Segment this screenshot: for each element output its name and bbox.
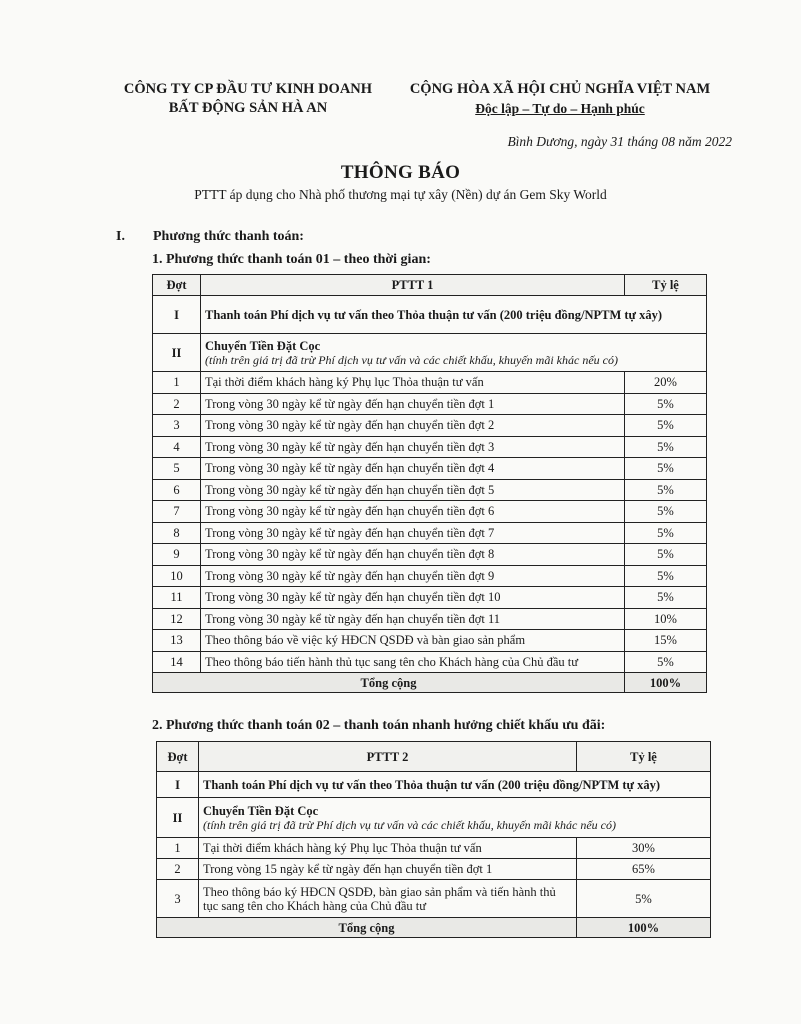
motto: Độc lập – Tự do – Hạnh phúc bbox=[475, 101, 645, 116]
row-rate: 65% bbox=[577, 859, 711, 880]
table-row bbox=[153, 565, 707, 587]
row-number: 6 bbox=[153, 479, 201, 501]
total-label: Tổng cộng bbox=[153, 673, 625, 693]
row-rate: 5% bbox=[625, 501, 707, 523]
table-row bbox=[153, 522, 707, 544]
deposit-title: Chuyển Tiền Đặt Cọc bbox=[203, 803, 319, 818]
row-text: Trong vòng 30 ngày kể từ ngày đến hạn chuyển tiền đợt 9 bbox=[201, 565, 625, 587]
table-row bbox=[157, 880, 711, 918]
company-line-1: CÔNG TY CP ĐẦU TƯ KINH DOANH bbox=[123, 81, 373, 97]
table-row bbox=[153, 608, 707, 630]
plan1-rows bbox=[153, 372, 707, 673]
row-number: II bbox=[153, 334, 201, 372]
nation-line: CỘNG HÒA XÃ HỘI CHỦ NGHĨA VIỆT NAM bbox=[409, 81, 711, 97]
row-number: II bbox=[157, 798, 199, 838]
table-row bbox=[153, 501, 707, 523]
row-rate: 15% bbox=[625, 630, 707, 652]
table-row bbox=[153, 458, 707, 480]
plan1-heading: 1. Phương thức thanh toán 01 – theo thời gian: bbox=[152, 252, 431, 267]
row-rate: 5% bbox=[625, 436, 707, 458]
row-number: 5 bbox=[153, 458, 201, 480]
table-total-row bbox=[157, 918, 711, 938]
page-title: THÔNG BÁO bbox=[340, 162, 461, 183]
row-rate: 10% bbox=[625, 608, 707, 630]
table-row-service-fee bbox=[157, 772, 711, 798]
table-row-service-fee bbox=[153, 296, 707, 334]
total-rate: 100% bbox=[577, 918, 711, 938]
row-text: Trong vòng 30 ngày kể từ ngày đến hạn chuyển tiền đợt 5 bbox=[201, 479, 625, 501]
col-rate-header: Tỷ lệ bbox=[625, 275, 707, 296]
row-text: Trong vòng 30 ngày kể từ ngày đến hạn chuyển tiền đợt 11 bbox=[201, 608, 625, 630]
plan2-rows bbox=[157, 838, 711, 918]
table-row bbox=[153, 587, 707, 609]
row-number: 1 bbox=[157, 838, 199, 859]
col-rate-header: Tỷ lệ bbox=[577, 742, 711, 772]
table-total-row bbox=[153, 673, 707, 693]
row-number: I bbox=[153, 296, 201, 334]
row-number: 13 bbox=[153, 630, 201, 652]
row-text: Trong vòng 30 ngày kể từ ngày đến hạn chuyển tiền đợt 2 bbox=[201, 415, 625, 437]
row-number: 14 bbox=[153, 651, 201, 673]
page-subtitle: PTTT áp dụng cho Nhà phố thương mại tự xây (Nền) dự án Gem Sky World bbox=[194, 187, 607, 202]
row-rate: 5% bbox=[625, 415, 707, 437]
company-line-2: BẤT ĐỘNG SẢN HÀ AN bbox=[168, 100, 328, 116]
table-row bbox=[153, 630, 707, 652]
row-number: 7 bbox=[153, 501, 201, 523]
row-rate: 5% bbox=[625, 458, 707, 480]
row-number: 1 bbox=[153, 372, 201, 394]
deposit-note: (tính trên giá trị đã trừ Phí dịch vụ tư vấn và các chiết khấu, khuyến mãi khác nếu có) bbox=[203, 817, 616, 832]
table-header-row bbox=[153, 275, 707, 296]
row-text: Trong vòng 30 ngày kể từ ngày đến hạn chuyển tiền đợt 10 bbox=[201, 587, 625, 609]
row-number: 3 bbox=[153, 415, 201, 437]
table-row bbox=[157, 859, 711, 880]
total-rate: 100% bbox=[625, 673, 707, 693]
row-number: 10 bbox=[153, 565, 201, 587]
col-pttt-header: PTTT 2 bbox=[199, 742, 577, 772]
row-text: Theo thông báo tiến hành thủ tục sang tên cho Khách hàng của Chủ đầu tư bbox=[201, 651, 625, 673]
row-number: 11 bbox=[153, 587, 201, 609]
row-text: Trong vòng 30 ngày kể từ ngày đến hạn chuyển tiền đợt 6 bbox=[201, 501, 625, 523]
row-rate: 5% bbox=[625, 393, 707, 415]
row-text: Trong vòng 30 ngày kể từ ngày đến hạn chuyển tiền đợt 1 bbox=[201, 393, 625, 415]
row-number: I bbox=[157, 772, 199, 798]
table-row bbox=[153, 372, 707, 394]
row-rate: 5% bbox=[625, 587, 707, 609]
row-rate: 5% bbox=[625, 544, 707, 566]
row-number: 8 bbox=[153, 522, 201, 544]
row-rate: 5% bbox=[625, 565, 707, 587]
table-row bbox=[153, 436, 707, 458]
deposit-title: Chuyển Tiền Đặt Cọc bbox=[205, 338, 321, 353]
row-number: 9 bbox=[153, 544, 201, 566]
document-date: Bình Dương, ngày 31 tháng 08 năm 2022 bbox=[507, 134, 732, 149]
row-text: Trong vòng 30 ngày kể từ ngày đến hạn chuyển tiền đợt 4 bbox=[201, 458, 625, 480]
row-number: 3 bbox=[157, 880, 199, 918]
table-row bbox=[153, 415, 707, 437]
company-name bbox=[108, 80, 388, 118]
table-row-deposit bbox=[157, 798, 711, 838]
row-text: Trong vòng 30 ngày kể từ ngày đến hạn chuyển tiền đợt 7 bbox=[201, 522, 625, 544]
row-text: Thanh toán Phí dịch vụ tư vấn theo Thỏa thuận tư vấn (200 triệu đồng/NPTM tự xây) bbox=[199, 772, 711, 798]
plan1-table bbox=[152, 274, 707, 693]
row-text: Thanh toán Phí dịch vụ tư vấn theo Thỏa thuận tư vấn (200 triệu đồng/NPTM tự xây) bbox=[201, 296, 707, 334]
plan2-heading: 2. Phương thức thanh toán 02 – thanh toán nhanh hưởng chiết khấu ưu đãi: bbox=[152, 718, 606, 733]
col-pttt-header: PTTT 1 bbox=[201, 275, 625, 296]
section-number: I. bbox=[116, 229, 125, 244]
row-rate: 20% bbox=[625, 372, 707, 394]
section-label: Phương thức thanh toán: bbox=[153, 229, 304, 244]
col-dot-header: Đợt bbox=[153, 275, 201, 296]
row-text: Trong vòng 15 ngày kể từ ngày đến hạn chuyển tiền đợt 1 bbox=[199, 859, 577, 880]
table-header-row bbox=[157, 742, 711, 772]
row-text: Tại thời điểm khách hàng ký Phụ lục Thỏa thuận tư vấn bbox=[201, 372, 625, 394]
row-text: Trong vòng 30 ngày kể từ ngày đến hạn chuyển tiền đợt 8 bbox=[201, 544, 625, 566]
row-deposit-cell bbox=[199, 798, 711, 838]
table-row bbox=[157, 838, 711, 859]
plan2-table bbox=[156, 741, 711, 938]
row-number: 4 bbox=[153, 436, 201, 458]
row-number: 12 bbox=[153, 608, 201, 630]
table-row bbox=[153, 479, 707, 501]
table-row bbox=[153, 544, 707, 566]
row-rate: 5% bbox=[625, 522, 707, 544]
row-rate: 5% bbox=[625, 479, 707, 501]
col-dot-header: Đợt bbox=[157, 742, 199, 772]
table-row bbox=[153, 393, 707, 415]
row-rate: 5% bbox=[577, 880, 711, 918]
row-rate: 5% bbox=[625, 651, 707, 673]
deposit-note: (tính trên giá trị đã trừ Phí dịch vụ tư vấn và các chiết khấu, khuyến mãi khác nếu có) bbox=[205, 352, 618, 367]
row-text: Theo thông báo về việc ký HĐCN QSDĐ và bàn giao sản phẩm bbox=[201, 630, 625, 652]
nation-name bbox=[395, 80, 725, 99]
row-text: Trong vòng 30 ngày kể từ ngày đến hạn chuyển tiền đợt 3 bbox=[201, 436, 625, 458]
row-text: Theo thông báo ký HĐCN QSDĐ, bàn giao sản phẩm và tiến hành thủ tục sang tên cho Khách hàng của Chủ đầu tư bbox=[199, 880, 577, 918]
row-deposit-cell bbox=[201, 334, 707, 372]
row-text: Tại thời điểm khách hàng ký Phụ lục Thỏa thuận tư vấn bbox=[199, 838, 577, 859]
total-label: Tổng cộng bbox=[157, 918, 577, 938]
table-row bbox=[153, 651, 707, 673]
row-number: 2 bbox=[157, 859, 199, 880]
table-row-deposit bbox=[153, 334, 707, 372]
row-rate: 30% bbox=[577, 838, 711, 859]
row-number: 2 bbox=[153, 393, 201, 415]
